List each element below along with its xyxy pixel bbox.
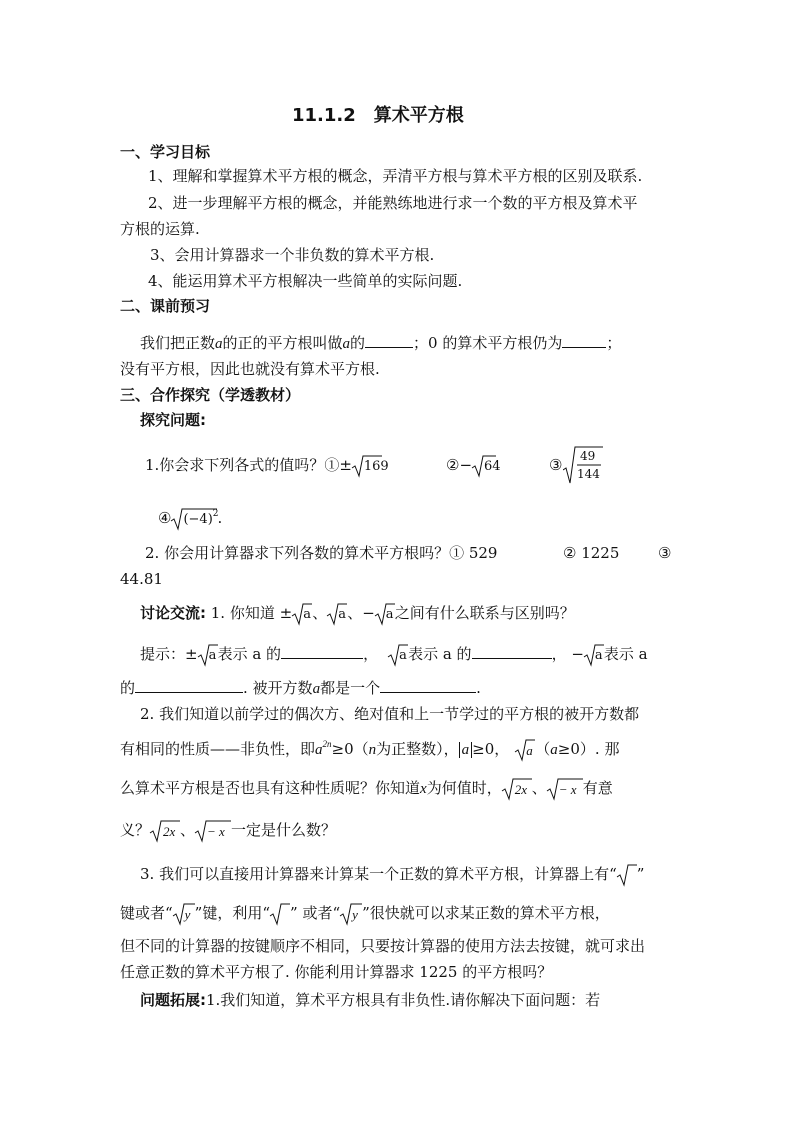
hint-text: ， − xyxy=(551,645,584,663)
discuss-text: 3. 我们可以直接用计算器来计算某一个正数的算术平方根，计算器上有“ xyxy=(140,865,617,883)
section-heading-goals: 一、学习目标 xyxy=(120,143,211,161)
goal-item-2: 2、进一步理解平方根的概念，并能熟练地进行求一个数的平方根及算术平 xyxy=(148,194,638,212)
answer-blank[interactable] xyxy=(281,644,363,659)
explore-label: 探究问题: xyxy=(140,411,206,429)
radicand: 169 xyxy=(363,459,389,474)
sqrt-y-key xyxy=(173,903,195,925)
discuss-text: ” xyxy=(636,865,645,883)
answer-blank[interactable] xyxy=(380,678,476,693)
discuss-text: 有相同的性质——非负性，即 xyxy=(120,740,316,758)
question-2-value-3: 44.81 xyxy=(120,570,163,588)
hint-line-2 xyxy=(120,678,481,699)
radicand: − x xyxy=(558,782,577,797)
sqrt-a xyxy=(388,644,408,666)
page-title: 11.1.2 算术平方根 xyxy=(292,105,464,126)
q1-text: 1.你会求下列各式的值吗？①± xyxy=(145,456,352,474)
radicand: 2x xyxy=(163,824,176,839)
discuss-text: ≥0（ xyxy=(331,740,369,758)
discuss-2-line-4 xyxy=(120,820,336,842)
answer-blank[interactable] xyxy=(135,678,243,693)
radical-icon xyxy=(617,864,637,886)
extend-text: 1.我们知道，算术平方根具有非负性.请你解决下面问题：若 xyxy=(206,991,601,1009)
var-a: a xyxy=(342,336,351,352)
fraction-denominator: 144 xyxy=(577,467,600,481)
radicand: − x xyxy=(207,824,225,839)
sqrt-fraction-49-144 xyxy=(563,446,603,484)
goal-item-1: 1、理解和掌握算术平方根的概念，弄清平方根与算术平方根的区别及联系. xyxy=(148,167,643,185)
hint-line-1 xyxy=(140,644,648,666)
question-2-part-3: ③ xyxy=(658,544,672,562)
sqrt-neg-x xyxy=(195,820,231,842)
discuss-3-line-4: 任意正数的算术平方根了. 你能利用计算器求 1225 的平方根吗？ xyxy=(120,963,553,981)
preview-text: 我们把正数 xyxy=(140,334,216,352)
sqrt-a xyxy=(515,739,535,761)
preview-text: 的 xyxy=(350,334,366,352)
radicand: a xyxy=(399,648,407,663)
section-heading-preview: 二、课前预习 xyxy=(120,297,211,315)
sqrt-64 xyxy=(472,455,501,477)
question-2-part-2: ② 1225 xyxy=(563,544,620,562)
radical-icon xyxy=(173,903,195,925)
q1-end: . xyxy=(217,509,223,527)
radicand: y xyxy=(184,907,191,922)
var-a: a xyxy=(550,742,558,758)
hint-text: 表示 a 的 xyxy=(217,645,282,663)
discuss-2-line-2 xyxy=(120,739,619,761)
absolute-value: a xyxy=(459,742,473,758)
sqrt-y-key xyxy=(340,903,362,925)
answer-blank[interactable] xyxy=(562,333,606,348)
discuss-text: 、 xyxy=(312,604,328,622)
question-1 xyxy=(145,455,389,477)
discuss-text: 有意 xyxy=(582,779,613,797)
answer-blank[interactable] xyxy=(365,333,413,348)
fraction-numerator: 49 xyxy=(580,449,596,463)
question-2: 2. 你会用计算器求下列各数的算术平方根吗？① 529 xyxy=(145,544,498,562)
sqrt-neg-x xyxy=(547,778,583,800)
preview-line-2: 没有平方根，因此也就没有算术平方根. xyxy=(120,360,380,378)
discuss-text: 、− xyxy=(347,604,375,622)
var-a: a xyxy=(315,742,323,758)
goal-item-3: 3、会用计算器求一个非负数的算术平方根. xyxy=(150,246,435,264)
question-1-part-4 xyxy=(158,508,222,530)
question-1-part-3: ③ xyxy=(549,456,563,474)
sqrt-key xyxy=(617,864,637,886)
q1-text: ④ xyxy=(158,509,172,527)
radicand: a xyxy=(594,648,603,663)
radicand: a xyxy=(526,743,533,758)
discuss-text: ≥0）. 那 xyxy=(557,740,620,758)
sqrt-2x xyxy=(502,778,532,800)
extend-label: 问题拓展: xyxy=(140,991,206,1009)
preview-text: 的正的平方根叫做 xyxy=(222,334,343,352)
preview-line-1 xyxy=(140,333,621,354)
discuss-3-line-1 xyxy=(140,864,644,886)
radicand: 64 xyxy=(484,459,501,474)
q1-text: ②− xyxy=(446,456,473,474)
var-x: x xyxy=(420,781,427,797)
sqrt-key xyxy=(270,903,290,925)
discuss-text: 为何值时， xyxy=(426,779,502,797)
hint-text: 表示 a xyxy=(603,645,648,663)
sqrt-a xyxy=(327,603,347,625)
radicand: a xyxy=(385,607,394,622)
discuss-text: ” 或者“ xyxy=(290,904,341,922)
section-heading-explore: 三、合作探究（学透教材） xyxy=(120,386,301,404)
discuss-label: 讨论交流: xyxy=(140,604,206,622)
discuss-text: （ xyxy=(535,740,551,758)
discuss-2-line-3 xyxy=(120,778,613,800)
exponent: 2 xyxy=(212,509,219,519)
radicand xyxy=(183,510,218,531)
radicand: a xyxy=(208,648,217,663)
radicand-base: (−4) xyxy=(183,512,213,527)
sqrt-neg4-squared xyxy=(171,508,217,530)
discuss-text: 键或者“ xyxy=(120,904,173,922)
discuss-3-line-2 xyxy=(120,903,610,925)
answer-blank[interactable] xyxy=(472,644,552,659)
discuss-2-line-1: 2. 我们知道以前学过的偶次方、绝对值和上一节学过的平方根的被开方数都 xyxy=(140,705,640,723)
extend-line xyxy=(140,990,600,1010)
var-a: a xyxy=(215,336,223,352)
goal-item-2-cont: 方根的运算. xyxy=(120,220,200,238)
discuss-text: 、 xyxy=(531,779,547,797)
discuss-text: ≥0， xyxy=(472,740,510,758)
radical-icon xyxy=(270,903,290,925)
discuss-text: ”键，利用“ xyxy=(194,904,271,922)
hint-text: 提示：± xyxy=(140,645,198,663)
discuss-1 xyxy=(140,603,575,625)
discuss-text: 1. 你知道 ± xyxy=(206,604,293,622)
radicand: 2x xyxy=(514,782,527,797)
hint-text: . xyxy=(476,679,481,697)
discuss-text: 义？ xyxy=(120,821,151,839)
hint-text: . 被开方数 xyxy=(243,679,313,697)
preview-text: ；0 的算术平方根仍为 xyxy=(413,334,563,352)
sqrt-a xyxy=(584,644,604,666)
preview-text: ； xyxy=(606,334,622,352)
radicand: a xyxy=(303,607,311,622)
sqrt-a xyxy=(198,644,218,666)
radicand: y xyxy=(352,907,358,922)
sqrt-a xyxy=(292,603,312,625)
discuss-text: 么算术平方根是否也具有这种性质呢？你知道 xyxy=(120,779,421,797)
var-n: n xyxy=(368,742,377,758)
sqrt-a xyxy=(375,603,395,625)
exponent: 2n xyxy=(322,739,332,749)
goal-item-4: 4、能运用算术平方根解决一些简单的实际问题. xyxy=(148,272,463,290)
question-1-part-2 xyxy=(446,455,501,477)
discuss-text: 、 xyxy=(180,821,196,839)
discuss-text: 为正整数）， xyxy=(376,740,459,758)
discuss-text: 一定是什么数？ xyxy=(231,821,337,839)
sqrt-169 xyxy=(352,455,389,477)
discuss-text: 之间有什么联系与区别吗？ xyxy=(394,604,575,622)
hint-text: 表示 a 的 xyxy=(408,645,472,663)
sqrt-2x xyxy=(150,820,180,842)
discuss-3-line-3: 但不同的计算器的按键顺序不相同，只要按计算器的使用方法去按键，就可求出 xyxy=(120,937,646,955)
hint-text: ， xyxy=(363,645,379,663)
hint-text: 的 xyxy=(120,679,136,697)
discuss-text: ”很快就可以求某正数的算术平方根， xyxy=(362,904,610,922)
var-a: a xyxy=(312,681,321,697)
radicand: a xyxy=(338,607,346,622)
hint-text: 都是一个 xyxy=(320,679,381,697)
